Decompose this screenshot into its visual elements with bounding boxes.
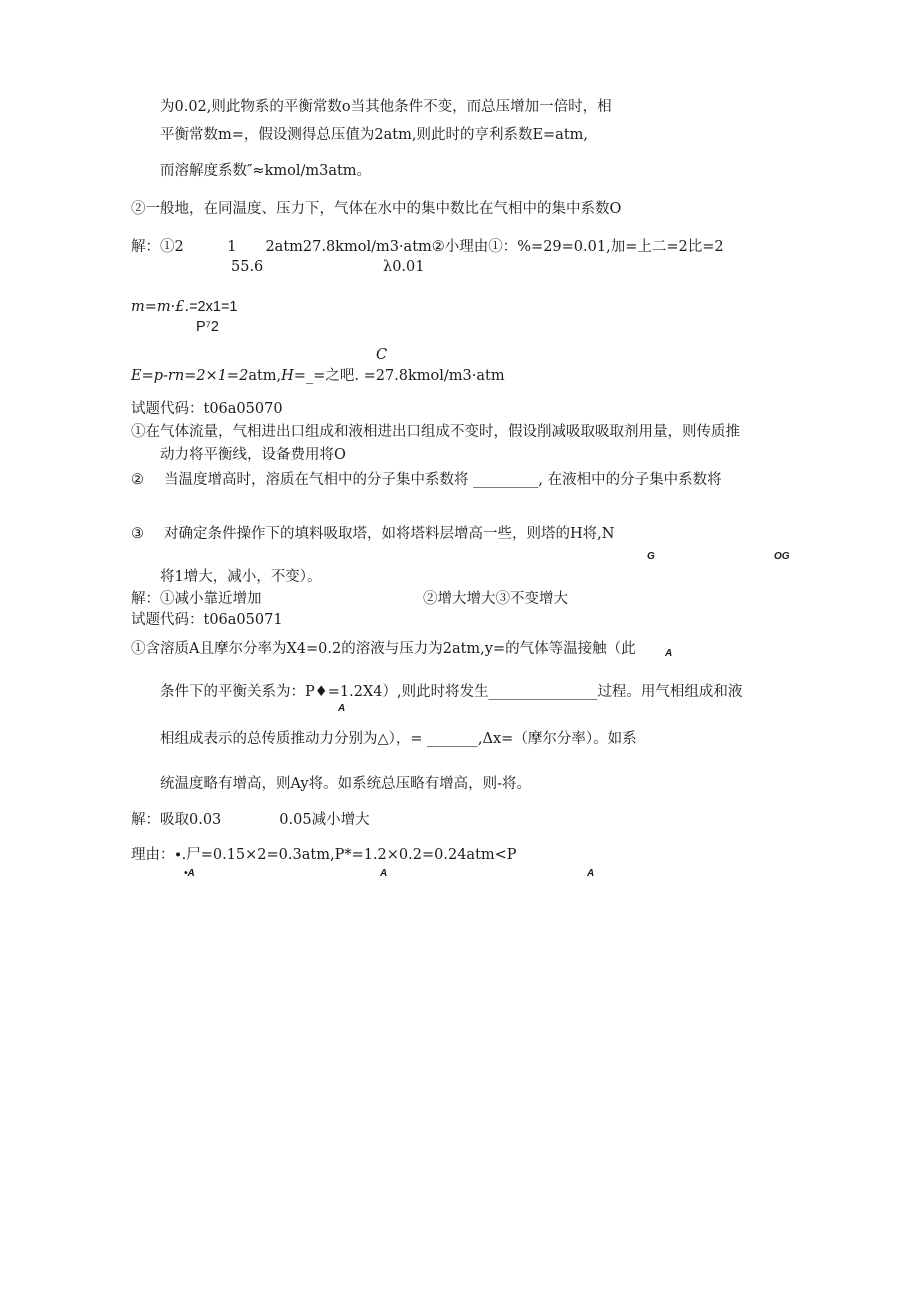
formula-e bbox=[131, 367, 505, 385]
text-line-2: 平衡常数m=，假设测得总压值为2atm,则此时的亨利系数E=atm, bbox=[160, 127, 589, 143]
q71-line-1-subscript: A bbox=[665, 648, 673, 659]
q70-item-1-line-2: 动力将平衡线，设备费用将O bbox=[160, 447, 346, 463]
subscript-g: G bbox=[647, 551, 655, 562]
formula-e-h: H=_ bbox=[281, 368, 314, 384]
q71-line-3: 相组成表示的总传质推动力分别为△），= _______,Δx=（摩尔分率）。如系 bbox=[160, 731, 637, 747]
q71-line-2-subscript: A bbox=[338, 703, 346, 714]
formula-m bbox=[131, 298, 237, 316]
q70-item-1-line-1: ①在气体流量，气相进出口组成和液相进出口组成不变时，假设削减吸取吸取剂用量，则传质推 bbox=[131, 424, 740, 440]
q70-item-2-number: ② bbox=[131, 472, 144, 488]
text-line-3: 而溶解度系数″≈kmol∕m3atm。 bbox=[160, 163, 372, 179]
formula-e-mid: atm, bbox=[248, 368, 282, 384]
question-code-70: 试题代码：t06a05070 bbox=[131, 401, 283, 417]
formula-m-rest: =2x1=1 bbox=[189, 299, 238, 315]
formula-e-rest: =之吧. =27.8kmol∕m3·atm bbox=[313, 368, 505, 384]
formula-m-denominator: P⁷2 bbox=[196, 319, 219, 335]
q70-answer-right: ②增大增大③不变增大 bbox=[423, 591, 568, 607]
q70-answer-left: 解：①减小靠近增加 bbox=[131, 591, 262, 607]
q71-reason-subscript-1: •A bbox=[184, 868, 195, 879]
q70-item-3-text: 对确定条件操作下的填料吸取塔，如将塔料层增高一些，则塔的H将,N bbox=[164, 526, 615, 542]
q71-line-4: 统温度略有增高，则Ay将。如系统总压略有增高，则-将。 bbox=[160, 776, 531, 792]
text-line-4: ②一般地，在同温度、压力下，气体在水中的集中数比在气相中的集中系数O bbox=[131, 201, 622, 217]
formula-c: C bbox=[376, 347, 388, 363]
q70-item-3-line-2: 将1增大，减小，不变）。 bbox=[160, 569, 322, 585]
q71-answer: 解：吸取0.03 0.05减小增大 bbox=[131, 812, 370, 828]
formula-m-italic: m=m·£. bbox=[131, 299, 190, 315]
question-code-71: 试题代码：t06a05071 bbox=[131, 612, 283, 628]
subscript-og: OG bbox=[774, 551, 790, 562]
q70-item-2-text: 当温度增高时，溶质在气相中的分子集中系数将 _________, 在液相中的分子集中系数将 bbox=[164, 472, 722, 488]
solution-1-line-a: 解：①2 1 2atm27.8kmol∕m3·atm②小理由①：%=29=0.01,加=上二=2比=2 bbox=[131, 239, 724, 255]
solution-1-denominator-right: λ0.01 bbox=[383, 259, 425, 275]
q71-reason-subscript-3: A bbox=[587, 868, 595, 879]
q71-reason-subscript-2: A bbox=[380, 868, 388, 879]
solution-1-denominator-left: 55.6 bbox=[231, 259, 264, 275]
text-line-1: 为0.02,则此物系的平衡常数o当其他条件不变，而总压增加一倍时，相 bbox=[160, 99, 612, 115]
q71-line-1: ①含溶质A且摩尔分率为X4=0.2的溶液与压力为2atm,y=的气体等温接触（此 bbox=[131, 641, 636, 657]
q71-reason: 理由：∙.尸=0.15×2=0.3atm,P*=1.2×0.2=0.24atm<P bbox=[131, 847, 517, 863]
q70-item-3-number: ③ bbox=[131, 526, 144, 542]
q71-line-2: 条件下的平衡关系为：P♦=1.2X4）,则此时将发生_______________过程。用气相组成和液 bbox=[160, 684, 743, 700]
formula-e-italic: E=p-rn=2×1=2 bbox=[131, 368, 249, 384]
